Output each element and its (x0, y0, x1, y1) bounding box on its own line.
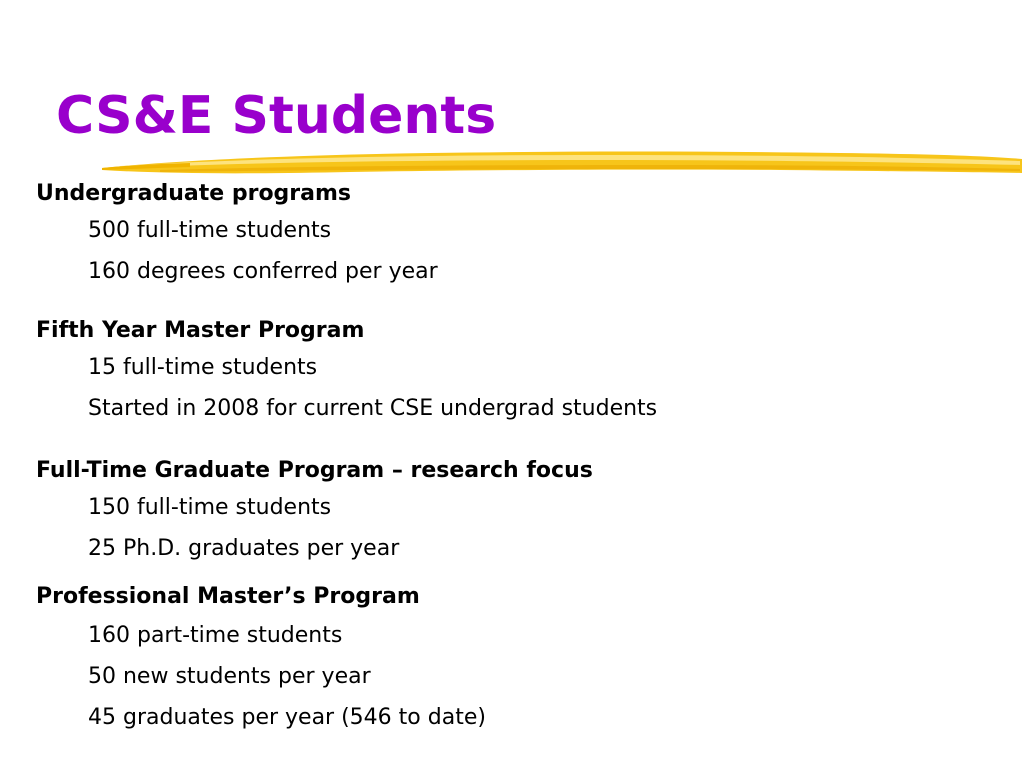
section-professional-masters (36, 579, 996, 738)
detail-item: 50 new students per year (88, 664, 371, 689)
detail-item: 160 part-time students (88, 623, 343, 648)
section-undergraduate-programs (36, 177, 996, 292)
section-heading: Professional Master’s Program (36, 584, 420, 609)
section-heading: Fifth Year Master Program (36, 318, 365, 343)
detail-item: 150 full-time students (88, 495, 332, 520)
section-full-time-graduate (36, 454, 996, 569)
detail-item: 15 full-time students (88, 355, 318, 380)
detail-item: 25 Ph.D. graduates per year (88, 536, 400, 561)
detail-item: Started in 2008 for current CSE undergrad students (88, 396, 658, 421)
detail-item: 45 graduates per year (546 to date) (88, 705, 486, 730)
section-fifth-year-master (36, 314, 996, 429)
detail-item: 500 full-time students (88, 218, 332, 243)
section-heading: Undergraduate programs (36, 181, 352, 206)
detail-item: 160 degrees conferred per year (88, 259, 438, 284)
bullet-content (36, 177, 996, 738)
section-heading: Full-Time Graduate Program – research focus (36, 458, 593, 483)
slide-title: CS&E Students (56, 86, 497, 146)
